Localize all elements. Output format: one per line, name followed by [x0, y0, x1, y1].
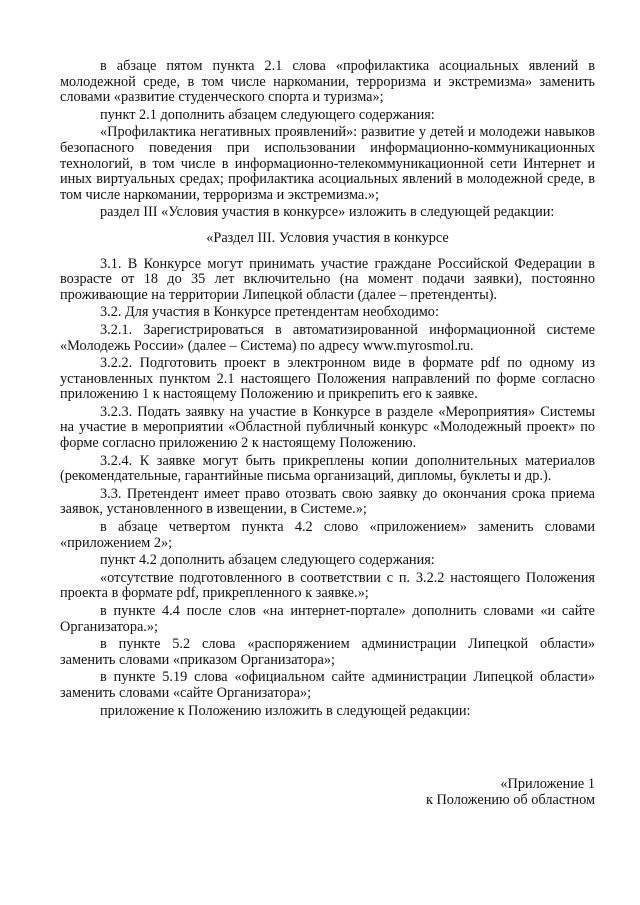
section-paragraph: в пункте 5.2 слова «распоряжением администрации Липецкой области» заменить словами «приказом Организатора»; — [60, 636, 595, 668]
section-paragraph: 3.3. Претендент имеет право отозвать свою заявку до окончания срока приема заявок, установленного в извещении, в Системе.»; — [60, 485, 595, 518]
section-paragraph: «отсутствие подготовленного в соответствии с п. 3.2.2 настоящего Положения проекта в формате pdf, прикрепленного к заявке.»; — [60, 569, 595, 602]
paragraph: пункт 2.1 дополнить абзацем следующего содержания: — [100, 106, 435, 123]
section-paragraph: пункт 4.2 дополнить абзацем следующего содержания: — [100, 552, 435, 569]
section-paragraph: 3.2. Для участия в Конкурсе претендентам необходимо: — [100, 304, 439, 321]
paragraph: раздел III «Условия участия в конкурсе» изложить в следующей редакции: — [100, 204, 555, 221]
section-paragraph: 3.2.2. Подготовить проект в электронном виде в формате pdf по одному из установленных пунктом 2.1 настоящего Положения направлений по форме согласно приложению 1 к настоящему Положению и прикрепить его к заявке. — [60, 355, 595, 403]
section-paragraph: 3.2.1. Зарегистрироваться в автоматизированной информационной системе «Молодежь России» (далее – Система) по адресу www.myrosmol.ru. — [60, 321, 595, 354]
section-paragraph: в абзаце четвертом пункта 4.2 слово «приложением» заменить словами «приложением 2»; — [60, 519, 595, 551]
section-paragraph: 3.2.3. Подать заявку на участие в Конкурсе в разделе «Мероприятия» Системы на участие в мероприятии «Областной публичный конкурс «Молодежный проект» по форме согласно приложению 2 к настоящему Положению. — [60, 403, 595, 452]
section-paragraph: приложение к Положению изложить в следующей редакции: — [100, 702, 471, 719]
appendix-subtitle: к Положению об областном — [425, 791, 595, 808]
paragraph: в абзаце пятом пункта 2.1 слова «профилактика асоциальных явлений в молодежной среде, в том числе наркомании, терроризма и экстремизма» заменить словами «развитие студенческого спорта и туризма»; — [60, 58, 595, 106]
paragraph: «Профилактика негативных проявлений»: развитие у детей и молодежи навыков безопасного поведения при использовании информационно-коммуникационных технологий, в том числе в информационно-телекоммуникационной сети Интернет и иных виртуальных средах; профилактика асоциальных явлений в молодежной среде, в том числе наркомании, терроризма и экстремизма.»; — [60, 124, 595, 203]
section-paragraph: в пункте 4.4 после слов «на интернет-портале» дополнить словами «и сайте Организатора.»; — [60, 603, 595, 635]
section-paragraph: в пункте 5.19 слова «официальном сайте администрации Липецкой области» заменить словами «сайте Организатора»; — [60, 669, 595, 701]
section-paragraph: 3.2.4. К заявке могут быть прикреплены копии дополнительных материалов (рекомендательные, гарантийные письма организаций, дипломы, буклеты и др.). — [60, 452, 595, 485]
section-paragraph: 3.1. В Конкурсе могут принимать участие граждане Российской Федерации в возрасте от 18 до 35 лет включительно (на момент подачи заявки), постоянно проживающие на территории Липецкой области (далее – претенденты). — [60, 255, 595, 303]
section-heading: «Раздел III. Условия участия в конкурсе — [206, 229, 449, 246]
appendix-title: «Приложение 1 — [500, 776, 595, 793]
